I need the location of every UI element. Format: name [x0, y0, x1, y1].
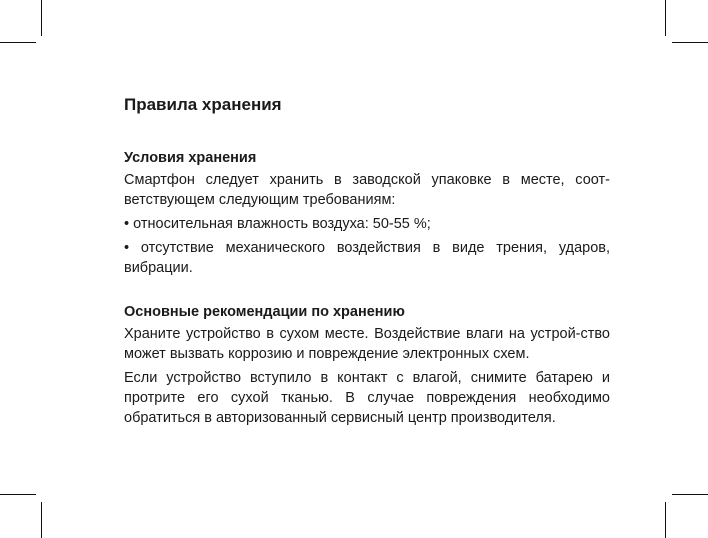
crop-mark-top-left-horizontal — [0, 42, 36, 43]
bullet-item: • отсутствие механического воздействия в виде трения, ударов, вибрации. — [124, 240, 610, 276]
crop-mark-bottom-right-horizontal — [672, 494, 708, 495]
bullet-item: • относительная влажность воздуха: 50-55 %; — [124, 216, 431, 232]
paragraph: Храните устройство в сухом месте. Воздействие влаги на устрой-ство может вызвать коррозию и повреждение электронных схем. — [124, 326, 610, 362]
crop-mark-top-right-horizontal — [672, 42, 708, 43]
paragraph: Смартфон следует хранить в заводской упаковке в месте, соот-ветствующем следующим требованиям: — [124, 172, 610, 208]
crop-mark-bottom-left-horizontal — [0, 494, 36, 495]
section-heading: Основные рекомендации по хранению — [124, 304, 405, 320]
crop-mark-top-left-vertical — [41, 0, 42, 36]
crop-mark-top-right-vertical — [665, 0, 666, 36]
paragraph: Если устройство вступило в контакт с влагой, снимите батарею и протрите его сухой тканью. В случае повреждения необходимо обратиться в авторизованный сервисный центр производителя. — [124, 370, 610, 426]
section-heading: Условия хранения — [124, 150, 257, 166]
page-title: Правила хранения — [124, 95, 282, 114]
crop-mark-bottom-left-vertical — [41, 502, 42, 538]
crop-mark-bottom-right-vertical — [665, 502, 666, 538]
storage-conditions-section — [124, 148, 610, 278]
storage-recommendations-section — [124, 302, 610, 428]
document-content — [124, 94, 610, 428]
